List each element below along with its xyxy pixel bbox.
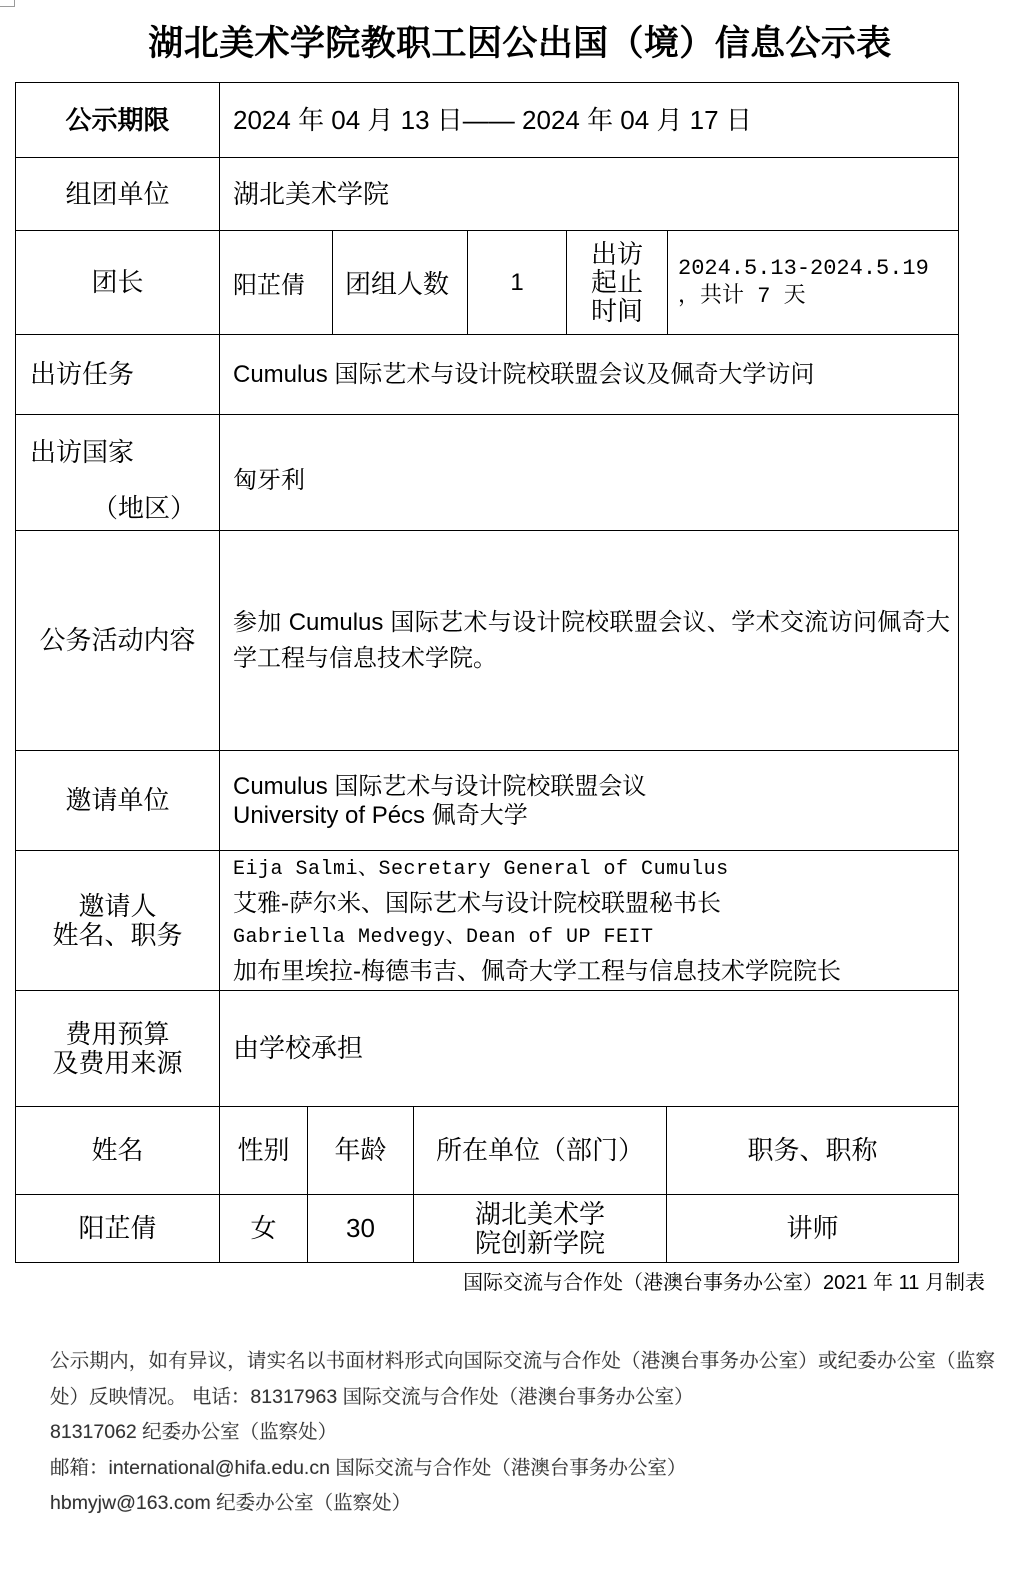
notice-email-line: 邮箱：international@hifa.edu.cn 国际交流与合作处（港澳台事务办公室）	[50, 1456, 687, 1479]
members-header-row	[16, 1107, 959, 1195]
leader-label: 团长	[16, 231, 220, 335]
inviting-units-cell	[220, 751, 959, 851]
inviters-cell	[220, 851, 959, 991]
table-row-destination	[16, 415, 959, 531]
table-row-inviters	[16, 851, 959, 991]
budget-label-line: 费用预算	[65, 1019, 170, 1049]
member-gender: 女	[220, 1195, 308, 1263]
table-row-organizing-unit	[16, 158, 959, 231]
inviter-line: Gabriella Medvegy、Dean of UP FEIT	[233, 926, 654, 949]
table-row-inviting-units	[16, 751, 959, 851]
publicity-period-value: 2024 年 04 月 13 日—— 2024 年 04 月 17 日	[220, 83, 959, 158]
member-name: 阳芷倩	[16, 1195, 220, 1263]
column-header-gender: 性别	[220, 1107, 308, 1195]
inviter-line: 加布里埃拉-梅德韦吉、佩奇大学工程与信息技术学院院长	[233, 958, 841, 985]
column-header-name: 姓名	[16, 1107, 220, 1195]
column-header-unit: 所在单位（部门）	[414, 1107, 667, 1195]
table-row-activities	[16, 531, 959, 751]
destination-label	[16, 415, 220, 531]
delegation-size-label: 团组人数	[333, 231, 468, 335]
delegation-size-value: 1	[468, 231, 567, 335]
page-title: 湖北美术学院教职工因公出国（境）信息公示表	[148, 24, 892, 63]
inviters-label-line: 邀请人	[78, 891, 157, 921]
inviters-label-line: 姓名、职务	[52, 919, 183, 950]
crop-mark	[0, 0, 15, 7]
publicity-period-label: 公示期限	[16, 83, 220, 158]
member-age: 30	[308, 1195, 414, 1263]
member-position: 讲师	[667, 1195, 959, 1263]
table-row-mission	[16, 335, 959, 415]
notice-paragraph: 公示期内，如有异议，请实名以书面材料形式向国际交流与合作处（港澳台事务办公室）或纪委办公室（监察处）反映情况。 电话：81317963 国际交流与合作处（港澳台事务办公室）	[50, 1350, 995, 1408]
member-unit-cell	[414, 1195, 667, 1263]
activities-value: 参加 Cumulus 国际艺术与设计院校联盟会议、学术交流访问佩奇大学工程与信息技术学院。	[233, 608, 950, 672]
activities-cell	[220, 531, 959, 751]
column-header-age: 年龄	[308, 1107, 414, 1195]
column-header-position: 职务、职称	[667, 1107, 959, 1195]
notice-email-line-2: hbmyjw@163.com 纪委办公室（监察处）	[50, 1492, 412, 1514]
mission-value: Cumulus 国际艺术与设计院校联盟会议及佩奇大学访问	[220, 335, 959, 415]
destination-label-line: （地区）	[92, 493, 197, 523]
member-unit: 湖北美术学院创新学院	[474, 1198, 605, 1258]
notice-phone-line: 81317062 纪委办公室（监察处）	[50, 1421, 338, 1443]
inviting-unit-line: University of Pécs 佩奇大学	[233, 801, 528, 829]
activities-label: 公务活动内容	[16, 531, 220, 751]
trip-time-label: 出访起止时间	[590, 238, 643, 326]
prepared-by-note: 国际交流与合作处（港澳台事务办公室）2021 年 11 月制表	[463, 1272, 985, 1294]
destination-value: 匈牙利	[220, 415, 959, 531]
budget-label	[16, 991, 220, 1107]
table-row	[16, 1195, 959, 1263]
inviter-line: 艾雅-萨尔米、国际艺术与设计院校联盟秘书长	[233, 890, 721, 917]
inviting-units-label: 邀请单位	[16, 751, 220, 851]
table-row-delegation	[16, 231, 959, 335]
inviters-label	[16, 851, 220, 991]
trip-time-value: 2024.5.13-2024.5.19，共计 7 天	[678, 255, 929, 309]
inviter-line: Eija Salmi、Secretary General of Cumulus	[233, 858, 729, 881]
mission-label: 出访任务	[16, 335, 220, 415]
organizing-unit-label: 组团单位	[16, 158, 220, 231]
inviting-unit-line: Cumulus 国际艺术与设计院校联盟会议	[233, 772, 647, 800]
organizing-unit-value: 湖北美术学院	[220, 158, 959, 231]
trip-time-cell	[668, 231, 959, 335]
trip-time-label-cell	[567, 231, 668, 335]
table-row-budget	[16, 991, 959, 1107]
table-row-publicity-period	[16, 83, 959, 158]
info-table	[15, 82, 959, 1263]
destination-label-line: 出访国家	[30, 437, 135, 467]
leader-value: 阳芷倩	[220, 231, 333, 335]
notice-section	[50, 1344, 995, 1522]
budget-value: 由学校承担	[220, 991, 959, 1107]
budget-label-line: 及费用来源	[52, 1047, 183, 1078]
